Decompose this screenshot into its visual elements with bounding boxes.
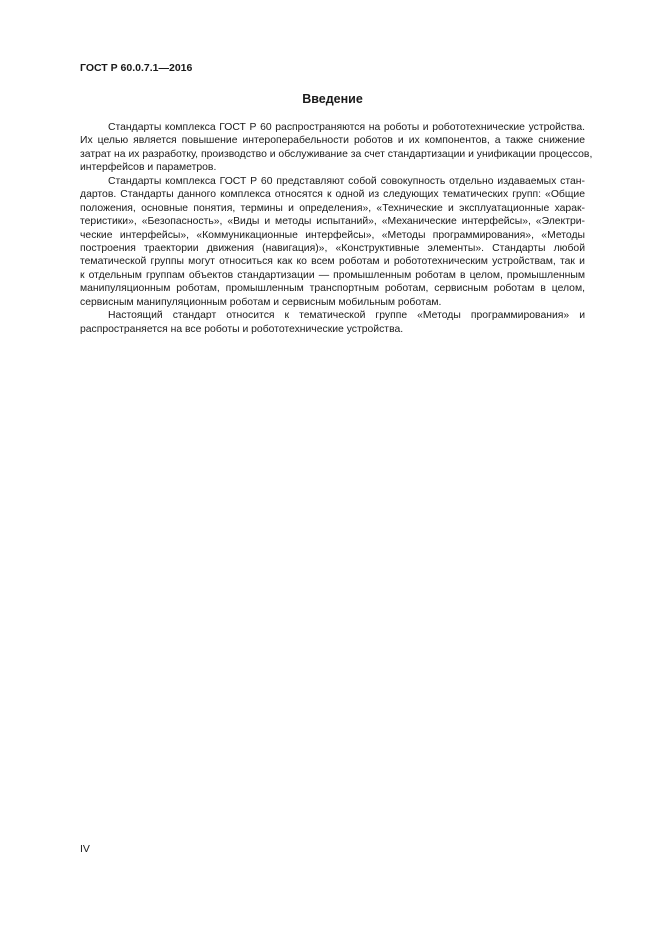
text-line: Стандарты комплекса ГОСТ Р 60 представляют собой совокупность отдельно издаваемых стан- [108, 175, 585, 187]
document-header: ГОСТ Р 60.0.7.1—2016 [80, 62, 193, 74]
text-line: положения, основные понятия, термины и определения», «Технические и эксплуатационные харак- [80, 202, 585, 214]
page-number: IV [80, 843, 90, 855]
text-line: Их целью является повышение интероперабельности роботов и их компонентов, а также снижение [80, 135, 585, 147]
text-line: Настоящий стандарт относится к тематической группе «Методы программирования» и [108, 310, 585, 322]
section-title: Введение [302, 92, 363, 106]
text-line: к отдельным группам объектов стандартизации — промышленным роботам в целом, промышленным [80, 269, 585, 281]
text-line: распространяется на все роботы и робототехнические устройства. [80, 323, 404, 335]
text-line: тематической группы могут относиться как ко всем роботам и робототехническим устройствам, так и [80, 256, 585, 268]
text-line: затрат на их разработку, производство и обслуживание за счет стандартизации и унификации процессов, [80, 148, 593, 160]
text-line: дартов. Стандарты данного комплекса относятся к одной из следующих тематических групп: «Общие [80, 189, 585, 201]
text-line: теристики», «Безопасность», «Виды и методы испытаний», «Механические интерфейсы», «Электри- [80, 216, 585, 228]
document-body [80, 121, 593, 336]
text-line: Стандарты комплекса ГОСТ Р 60 распространяются на роботы и робототехнические устройства. [108, 122, 585, 133]
paragraph [80, 121, 593, 175]
text-line: сервисным манипуляционным роботам и сервисным мобильным роботам. [80, 296, 442, 308]
text-line: построения траектории движения (навигация)», «Конструктивные элементы». Стандарты любой [80, 242, 585, 254]
text-line: интерфейсов и параметров. [80, 162, 217, 174]
paragraph [80, 175, 585, 309]
text-line: манипуляционным роботам, промышленным транспортным роботам, сервисным роботам в целом, [80, 283, 585, 295]
text-line: ческие интерфейсы», «Коммуникационные интерфейсы», «Методы программирования», «Методы [80, 229, 585, 241]
paragraph [80, 309, 585, 336]
